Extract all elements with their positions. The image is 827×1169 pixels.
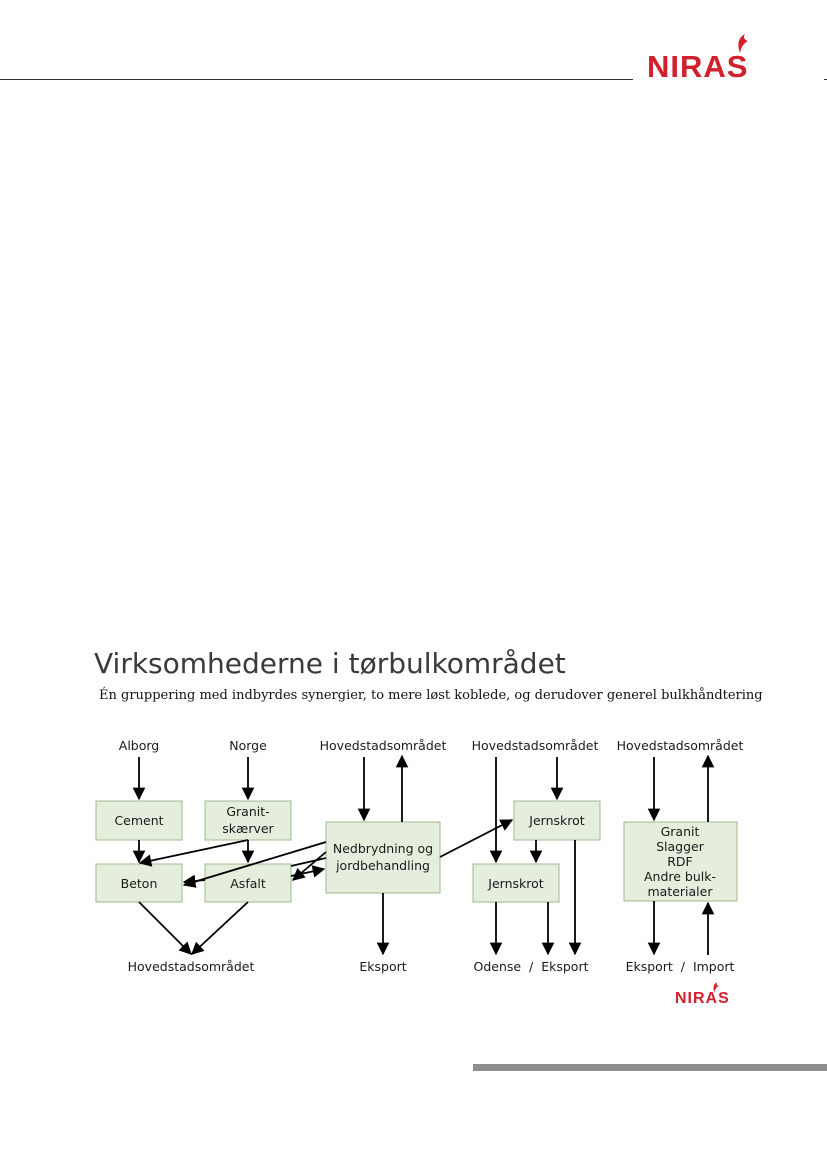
- label-hovedstad-3: Hovedstadsområdet: [616, 738, 744, 753]
- label-hovedstad-1: Hovedstadsområdet: [319, 738, 447, 753]
- node-granitskaerver: [205, 801, 291, 840]
- edge-asfalt-hovedstad: [192, 902, 248, 954]
- svg-text:Beton: Beton: [120, 876, 158, 891]
- svg-text:materialer: materialer: [647, 884, 713, 899]
- label-norge: Norge: [229, 738, 267, 753]
- node-bulk-materials: [624, 822, 737, 901]
- niras-logo-small: NIRAS: [675, 990, 730, 1007]
- svg-text:Granit-: Granit-: [226, 804, 270, 819]
- label-eksport: Eksport: [359, 959, 407, 974]
- svg-text:RDF: RDF: [667, 854, 693, 869]
- node-cement: [96, 801, 182, 840]
- edge-beton-hovedstad: [139, 902, 191, 954]
- edge-nedbrydning-jernskrot: [440, 820, 512, 857]
- edge-asfalt-nedbrydning-line: [291, 858, 326, 866]
- node-nedbrydning: [326, 822, 440, 893]
- svg-text:Jernskrot: Jernskrot: [488, 876, 544, 891]
- diagram-title: Virksomhederne i tørbulkområdet: [94, 647, 566, 680]
- svg-text:Granit: Granit: [660, 824, 700, 839]
- node-jernskrot-top: [514, 801, 600, 840]
- svg-text:Andre bulk-: Andre bulk-: [643, 869, 717, 884]
- footer-bar: [473, 1064, 827, 1071]
- node-asfalt: [205, 864, 291, 902]
- edge-asfalt-nedbrydning: [291, 869, 324, 876]
- label-alborg: Alborg: [118, 738, 160, 753]
- node-beton: [96, 864, 182, 902]
- logo-flame-small-icon: [712, 982, 719, 993]
- label-eksport-import: Eksport / Import: [625, 959, 735, 974]
- edge-granit-beton: [140, 840, 248, 863]
- node-jernskrot-bottom: [473, 864, 559, 902]
- diagram-subtitle: Én gruppering med indbyrdes synergier, to mere løst koblede, og derudover generel bulkhåndtering: [99, 688, 763, 703]
- svg-text:Asfalt: Asfalt: [230, 876, 266, 891]
- svg-text:Slagger: Slagger: [656, 839, 704, 854]
- svg-text:Nedbrydning og: Nedbrydning og: [332, 841, 434, 856]
- niras-logo: NIRAS: [647, 49, 749, 84]
- svg-text:jordbehandling: jordbehandling: [336, 858, 430, 873]
- svg-text:Cement: Cement: [114, 813, 164, 828]
- svg-text:skærver: skærver: [222, 821, 274, 836]
- edge-nedbrydning-asfalt: [293, 852, 326, 880]
- svg-text:Jernskrot: Jernskrot: [529, 813, 585, 828]
- label-odense-eksport: Odense / Eksport: [473, 959, 589, 974]
- label-hovedstad-bottom: Hovedstadsområdet: [127, 959, 255, 974]
- label-hovedstad-2: Hovedstadsområdet: [471, 738, 599, 753]
